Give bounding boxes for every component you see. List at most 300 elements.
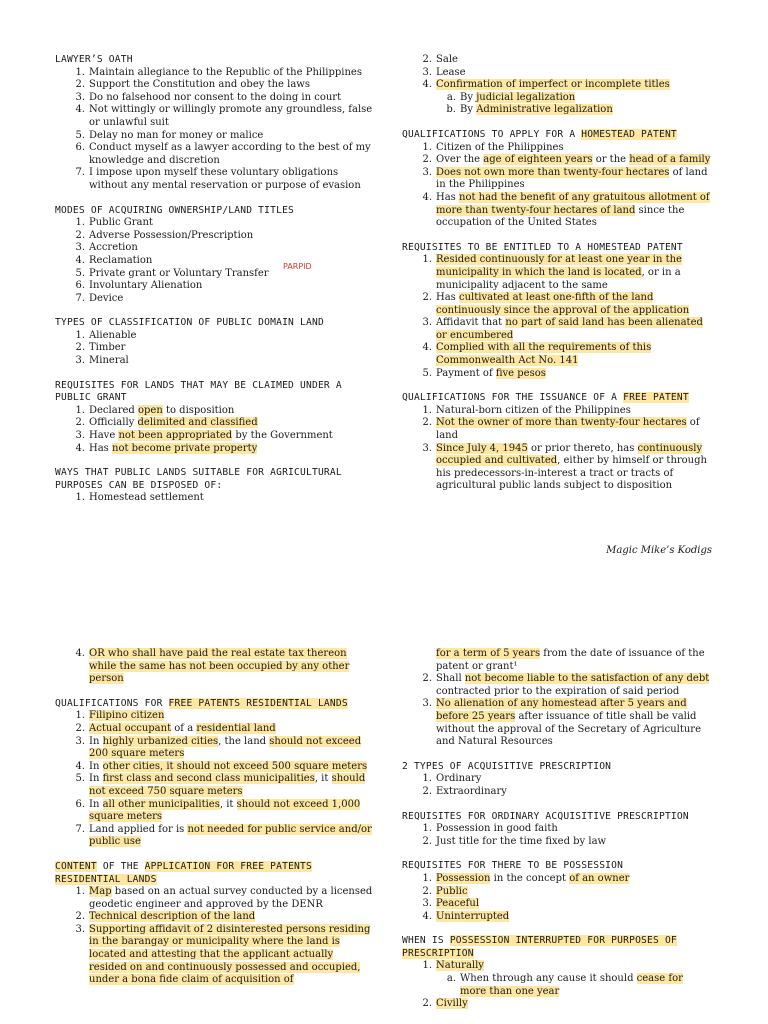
item-number: 2. [422, 154, 432, 166]
item-text: Alienable [89, 329, 137, 341]
item-number: 2. [422, 417, 432, 429]
prescription-types-section [402, 761, 712, 799]
public-grant-requisites-section [55, 380, 373, 456]
highlight-text: Actual occupant [89, 722, 172, 734]
item-number: 7. [75, 167, 85, 179]
residential-qualifications-list [55, 710, 373, 849]
highlight-text: Filipino citizen [89, 710, 165, 722]
list-item [402, 167, 712, 192]
plain-text: after issuance of title shall be valid without the approval of the Secretary of Agriculture and Natural Resources [436, 710, 701, 748]
plain-text: contracted prior to the expiration of said period [436, 685, 680, 697]
item-text: Do no falsehood nor consent to the doing in court [89, 91, 342, 103]
item-number: 2. [75, 229, 85, 241]
item-text: Mineral [89, 355, 129, 367]
item-text: Delay no man for money or malice [89, 129, 264, 141]
plain-text: Citizen of the Philippines [436, 141, 564, 153]
section-title: 2 TYPES OF ACQUISITIVE PRESCRIPTION [402, 760, 612, 772]
plain-text: or the [592, 154, 630, 166]
plain-text: Has [89, 442, 112, 454]
item-number: 3. [75, 735, 85, 747]
plain-text: , the land [218, 735, 270, 747]
list-item [402, 317, 712, 342]
title-highlight: FREE PATENTS RESIDENTIAL LANDS [168, 697, 348, 709]
list-item [402, 368, 712, 381]
ways-list [55, 492, 373, 505]
highlight-text: Peaceful [436, 898, 480, 910]
title-highlight: HOMESTEAD PATENT [581, 128, 677, 140]
highlight-text: not been appropriated [118, 430, 233, 442]
plain-text: in the concept [490, 872, 570, 884]
list-item [55, 492, 373, 505]
item-text: Possession in good faith [436, 823, 558, 835]
item-text: Support the Constitution and obey the laws [89, 79, 310, 91]
item-number: 2. [422, 998, 432, 1010]
list-item [402, 786, 712, 799]
item-number: 1. [75, 886, 85, 898]
highlight-text: head of a family [629, 154, 711, 166]
highlight-text: continuously occupied and cultivated [436, 442, 703, 467]
section-title: TYPES OF CLASSIFICATION OF PUBLIC DOMAIN LAND [55, 317, 324, 329]
item-number: 2. [422, 885, 432, 897]
item-number: 3. [75, 91, 85, 103]
plain-text: Over the [436, 154, 484, 166]
highlight-text: Not the owner of more than twenty-four hectares [436, 417, 687, 429]
item-number: 7. [75, 823, 85, 835]
title-text: WHEN IS [402, 935, 450, 947]
list-item [55, 67, 373, 80]
ways-section [55, 467, 373, 505]
ordinary-prescription-section [402, 811, 712, 849]
list-item [55, 255, 373, 268]
list-item [55, 824, 373, 849]
item-text: Private grant or Voluntary Transfer [89, 267, 269, 279]
item-text: Public Grant [89, 217, 153, 229]
highlight-text: first class and second class municipalities [102, 773, 315, 785]
list-item [402, 405, 712, 418]
item-number: 3. [422, 898, 432, 910]
requisites-list [55, 405, 373, 455]
highlight-text: open [137, 404, 163, 416]
signature: Magic Mike’s Kodigs [606, 545, 712, 556]
list-item [402, 960, 712, 973]
highlight-text: No alienation of any homestead after 5 years and before 25 years [436, 698, 687, 722]
list-item [402, 142, 712, 155]
list-item [402, 886, 712, 899]
ways-sub-list [402, 92, 712, 117]
item-number: 1. [422, 773, 432, 785]
highlight-text: residential land [196, 722, 276, 734]
item-number: 1. [422, 872, 432, 884]
highlight-text: Complied with all the requirements of this Commonwealth Act No. 141 [436, 342, 652, 367]
item-number: 2. [75, 79, 85, 91]
application-content-list [55, 886, 373, 987]
highlight-text: Supporting affidavit of 2 disinterested persons residing in the barangay or municipality where the land is located and attesting that the applicant actually resided on and continuously possessed and occupied, under a bona fide claim of acquisition of [89, 923, 371, 986]
highlight-text: cultivated at least one-fifth of the land continuously since the approval of the application [436, 292, 690, 316]
item-text: Device [89, 292, 124, 304]
list-item [55, 417, 373, 430]
item-number: 5. [422, 367, 432, 379]
item-number: 3. [75, 430, 85, 442]
list-item [55, 217, 373, 230]
plain-text: Shall [436, 673, 465, 685]
plain-text: Officially [89, 417, 138, 429]
item-number: b. [446, 104, 456, 116]
list-item [402, 417, 712, 442]
item-number: 3. [422, 698, 432, 710]
item-number: 4. [422, 342, 432, 354]
plain-text: By [460, 104, 477, 116]
lawyers-oath-section [55, 54, 373, 193]
section-title: MODES OF ACQUIRING OWNERSHIP/LAND TITLES [55, 204, 295, 216]
list-item [55, 293, 373, 306]
list-item [402, 648, 712, 673]
plain-text: , it [219, 798, 237, 810]
highlight-text: Administrative legalization [476, 104, 613, 116]
plain-text: Payment of [436, 367, 496, 379]
plain-text: since the occupation of the United States [436, 204, 685, 229]
qualifications-list [402, 142, 712, 230]
ways-continued-list [402, 54, 712, 79]
highlight-text: all other municipalities [102, 798, 220, 810]
item-text: OR who shall have paid the real estate tax thereon while the same has not been occupied by any other person [89, 648, 350, 685]
list-item [55, 736, 373, 761]
plain-text: Have [89, 430, 119, 442]
highlight-text: for a term of 5 years [436, 648, 541, 659]
item-text: I impose upon myself these voluntary obligations without any mental reservation or purpose of evasion [89, 167, 361, 191]
item-text: Accretion [89, 242, 138, 254]
title-text: QUALIFICATIONS TO APPLY FOR A [402, 128, 582, 140]
item-number: 1. [422, 404, 432, 416]
list-item [55, 710, 373, 723]
list-item [402, 79, 712, 92]
list-item [55, 773, 373, 798]
item-number: 5. [75, 773, 85, 785]
list-item [55, 911, 373, 924]
plain-text: Affidavit that [436, 317, 506, 329]
item-text: Civilly [436, 998, 468, 1010]
item-number: 6. [75, 280, 85, 292]
title-text: QUALIFICATIONS FOR THE ISSUANCE OF A [402, 392, 624, 404]
item-number: 2. [75, 911, 85, 923]
page-gap [0, 600, 768, 636]
sub-list-item [402, 104, 712, 117]
page-2-right-column [402, 648, 712, 1011]
list-item [402, 898, 712, 911]
title-text: QUALIFICATIONS FOR [55, 697, 169, 709]
free-patent-list [402, 405, 712, 493]
item-number: 2. [75, 417, 85, 429]
list-item [402, 154, 712, 167]
list-item [55, 355, 373, 368]
item-number: 5. [75, 267, 85, 279]
item-text: Extraordinary [436, 785, 507, 797]
list-item [402, 873, 712, 886]
item-text: Homestead settlement [89, 492, 204, 504]
section-title [55, 861, 373, 886]
item-text: Naturally [436, 960, 484, 972]
title-highlight: CONTENT [55, 860, 97, 872]
item-number: 3. [422, 442, 432, 454]
list-item [55, 142, 373, 167]
highlight-text: Public [436, 885, 468, 897]
item-number: 6. [75, 798, 85, 810]
item-number: 5. [75, 129, 85, 141]
types-list [55, 330, 373, 368]
plain-text: or prior thereto, has [527, 442, 638, 454]
section-title [402, 392, 712, 405]
list-item [55, 430, 373, 443]
highlight-text: not become private property [112, 442, 258, 454]
item-number: 1. [422, 823, 432, 835]
item-text: Reclamation [89, 254, 153, 266]
highlight-text: judicial legalization [476, 91, 576, 103]
plain-text: , either by himself or through his predecessors-in-interest a tract or tracts of agricultural public lands subject to disposition [436, 455, 707, 492]
highlight-text: other cities, it should not exceed 500 square meters [102, 760, 368, 772]
continued-list [402, 648, 712, 673]
list-item [55, 886, 373, 911]
section-title: WAYS THAT PUBLIC LANDS SUITABLE FOR AGRICULTURAL PURPOSES CAN BE DISPOSED OF: [55, 467, 342, 491]
item-number: 1. [422, 960, 432, 972]
page-1-left-column [55, 54, 373, 505]
highlight-text: highly urbanized cities [102, 735, 219, 747]
list-item [55, 405, 373, 418]
ordinary-prescription-list [402, 823, 712, 848]
item-text: Sale [436, 54, 458, 65]
title-highlight: POSSESSION INTERRUPTED FOR PURPOSES OF PRESCRIPTION [402, 935, 677, 959]
item-number: 4. [75, 760, 85, 772]
highlight-text: five pesos [495, 367, 546, 379]
item-text: Timber [89, 342, 126, 354]
section-title: REQUISITES TO BE ENTITLED TO A HOMESTEAD PATENT [402, 241, 683, 253]
highlight-text: should not exceed 200 square meters [89, 735, 362, 760]
item-number: 3. [422, 166, 432, 178]
title-text: OF THE [96, 860, 145, 872]
item-text: Confirmation of imperfect or incomplete titles [436, 79, 670, 91]
list-item [402, 443, 712, 493]
plain-text: Land applied for is [89, 823, 188, 835]
list-item [402, 54, 712, 67]
item-number: 2. [422, 835, 432, 847]
item-number: 1. [75, 492, 85, 504]
plain-text: Has [436, 292, 459, 304]
item-text: Just title for the time fixed by law [436, 835, 607, 847]
highlight-text: should not exceed 750 square meters [89, 773, 366, 797]
item-text [460, 973, 683, 997]
list-item [55, 330, 373, 343]
continued-list-items [402, 673, 712, 749]
list-item [402, 342, 712, 367]
item-number: 4. [75, 648, 85, 659]
plain-text: In [89, 760, 103, 772]
highlight-text: Map [89, 886, 112, 898]
modes-list [55, 217, 373, 305]
item-number: 1. [422, 141, 432, 153]
list-item [55, 924, 373, 987]
application-content-section [55, 861, 373, 987]
item-number: a. [446, 91, 456, 103]
item-number: 2. [422, 785, 432, 797]
plain-text: Natural-born citizen of the Philippines [436, 404, 631, 416]
item-number: 7. [75, 292, 85, 304]
plain-text: In [89, 773, 103, 785]
list-item [55, 342, 373, 355]
item-number: 1. [75, 404, 85, 416]
item-number: 4. [422, 79, 432, 91]
highlight-text: cease for more than one year [460, 973, 683, 997]
item-text: Adverse Possession/Prescription [89, 229, 254, 241]
highlight-text: Does not own more than twenty-four hectares [436, 166, 670, 178]
item-number: 6. [75, 142, 85, 154]
residential-qualifications-section [55, 698, 373, 849]
list-item [402, 67, 712, 80]
plain-text: , or in a municipality adjacent to the same [436, 266, 681, 291]
highlight-text: Resided continuously for at least one year in the municipality in which the land is located [436, 254, 682, 278]
list-item [402, 773, 712, 786]
highlight-text: not needed for public service and/or public use [89, 823, 372, 848]
list-item [55, 242, 373, 255]
list-item [402, 836, 712, 849]
highlight-text: not had the benefit of any gratuitous allotment of more than twenty-four hectares of land [436, 191, 710, 216]
parpid-stamp: PARPID [283, 262, 312, 271]
plain-text: of land [436, 417, 700, 442]
item-text: Lease [436, 66, 466, 78]
page-1-right-column [402, 54, 712, 493]
item-number: a. [446, 973, 456, 985]
list-item [55, 104, 373, 129]
item-number: 3. [75, 242, 85, 254]
list-item [402, 292, 712, 317]
plain-text: from the date of issuance of the patent or grant¹ [436, 648, 705, 672]
ways-item-4-list [402, 79, 712, 92]
plain-text: In [89, 798, 103, 810]
plain-text: Has [436, 191, 459, 203]
item-number: 1. [75, 329, 85, 341]
item-number: 1. [75, 710, 85, 722]
list-item [55, 761, 373, 774]
item-number: 3. [75, 923, 85, 935]
item-text: Not wittingly or willingly promote any groundless, false or unlawful suit [89, 104, 373, 128]
item-number: 3. [422, 66, 432, 78]
section-title [55, 698, 373, 711]
highlight-text: Technical description of the land [89, 911, 256, 923]
item-number: 2. [422, 54, 432, 65]
list-item [55, 130, 373, 143]
free-patent-continued-list [55, 648, 373, 686]
item-number: 3. [75, 355, 85, 367]
item-number: 4. [422, 191, 432, 203]
plain-text: based on an actual survey conducted by a licensed geodetic engineer and approved by the DENR [89, 886, 373, 910]
highlight-text: Since July 4, 1945 [436, 442, 528, 454]
item-number: 4. [75, 254, 85, 266]
item-number: 2. [75, 342, 85, 354]
highlight-text: not become liable to the satisfaction of any debt [464, 673, 710, 685]
highlight-text: no part of said land has been alienated or encumbered [436, 317, 703, 341]
section-title [402, 129, 712, 142]
item-text: Maintain allegiance to the Republic of the Philippines [89, 66, 362, 78]
homestead-requisites-section [402, 242, 712, 381]
types-section [55, 317, 373, 367]
highlight-text: delimited and classified [137, 417, 258, 429]
item-number: 1. [75, 217, 85, 229]
possession-section [402, 860, 712, 923]
highlight-text: should not exceed 1,000 square meters [89, 798, 361, 823]
page-2 [0, 636, 768, 1024]
item-number: 1. [422, 254, 432, 266]
list-item [402, 254, 712, 292]
plain-text: of land in the Philippines [436, 166, 708, 191]
list-item [402, 192, 712, 230]
plain-text: of a [171, 722, 197, 734]
possession-list [402, 873, 712, 923]
list-item [55, 230, 373, 243]
plain-text: When through any cause it should [460, 973, 637, 985]
section-title: REQUISITES FOR ORDINARY ACQUISITIVE PRESCRIPTION [402, 810, 689, 822]
plain-text: by the Government [232, 430, 333, 442]
list-item [55, 92, 373, 105]
item-number: 2. [75, 722, 85, 734]
item-number: 2. [422, 292, 432, 304]
plain-text: In [89, 735, 103, 747]
plain-text: , it [314, 773, 332, 785]
item-text: Involuntary Alienation [89, 280, 203, 292]
modes-section [55, 205, 373, 306]
highlight-text: age of eighteen years [483, 154, 593, 166]
item-number: 4. [75, 104, 85, 116]
plain-text: By [460, 91, 477, 103]
sub-list-item [402, 973, 712, 998]
list-item [402, 998, 712, 1011]
highlight-text: Uninterrupted [436, 910, 510, 922]
section-title [402, 935, 712, 960]
highlight-text: of an owner [569, 872, 630, 884]
list-item [55, 799, 373, 824]
homestead-requisites-list [402, 254, 712, 380]
free-patent-section [402, 392, 712, 493]
title-highlight: FREE PATENT [623, 392, 689, 404]
section-title: REQUISITES FOR LANDS THAT MAY BE CLAIMED UNDER A PUBLIC GRANT [55, 379, 342, 404]
item-number: 1. [75, 66, 85, 78]
list-item [402, 673, 712, 698]
item-number: 4. [75, 442, 85, 454]
plain-text: to disposition [162, 404, 235, 416]
list-item [55, 167, 373, 192]
list-item [402, 698, 712, 748]
list-item [55, 268, 373, 281]
prescription-types-list [402, 773, 712, 798]
list-item [402, 823, 712, 836]
interruption-list [402, 960, 712, 1010]
title-highlight: APPLICATION FOR FREE PATENTS RESIDENTIAL LANDS [55, 860, 312, 885]
item-number: 3. [422, 317, 432, 329]
item-number: 2. [422, 673, 432, 685]
oath-list [55, 67, 373, 193]
item-text: Ordinary [436, 773, 482, 785]
interruption-section [402, 935, 712, 1011]
sub-list-item [402, 92, 712, 105]
plain-text: Declared [89, 404, 138, 416]
list-item [55, 648, 373, 686]
homestead-qualifications-section [402, 129, 712, 230]
page-2-left-column [55, 648, 373, 987]
list-item [55, 443, 373, 456]
list-item [55, 723, 373, 736]
list-item [55, 79, 373, 92]
item-number: 4. [422, 910, 432, 922]
section-title: LAWYER’S OATH [55, 54, 133, 65]
item-text: Conduct myself as a lawyer according to the best of my knowledge and discretion [89, 142, 371, 166]
ways-continued-section [402, 54, 712, 117]
list-item [402, 911, 712, 924]
